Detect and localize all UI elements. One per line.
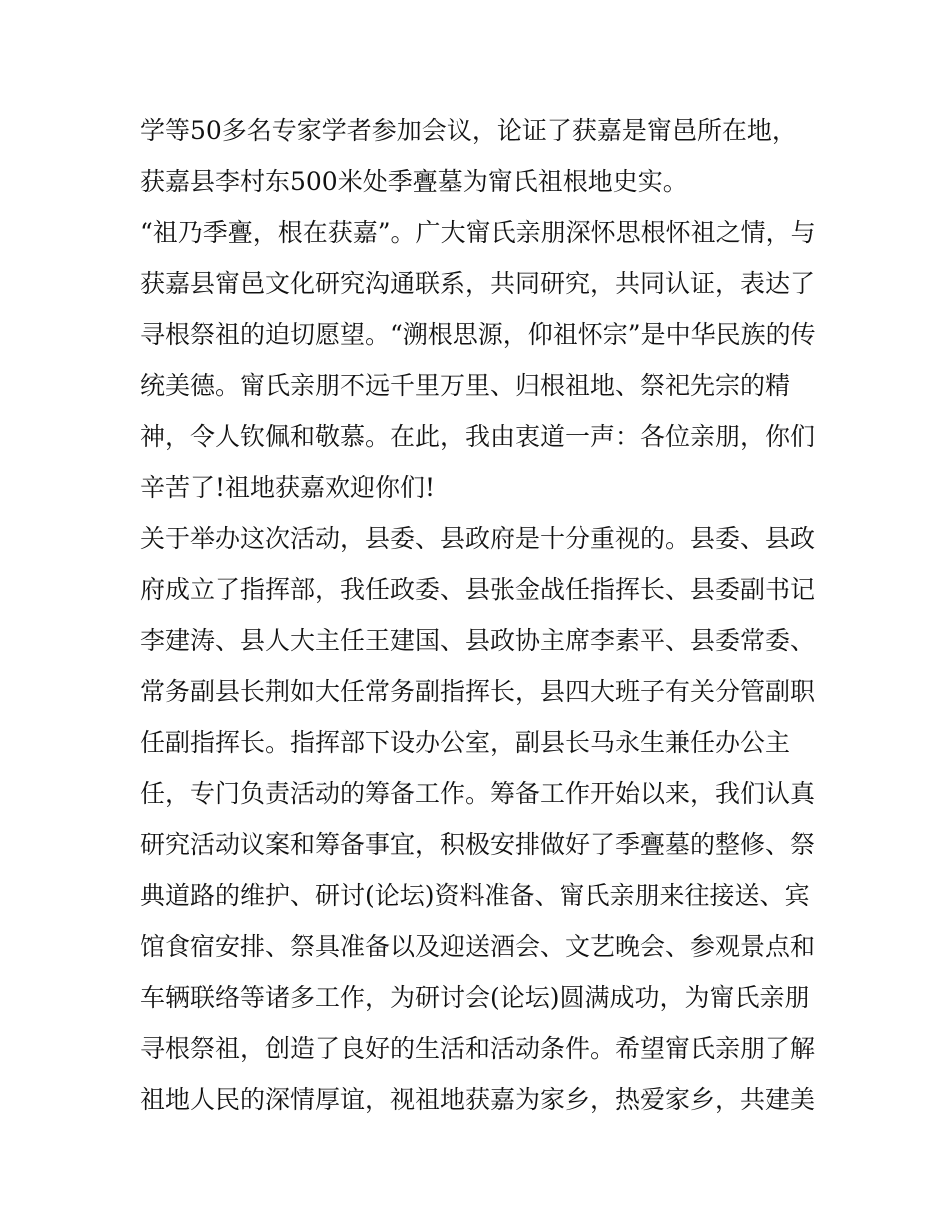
text-line: 任，专门负责活动的筹备工作。筹备工作开始以来，我们认真 xyxy=(140,779,816,808)
text-line: 获嘉县李村东500米处季亹墓为甯氏祖根地史实。 xyxy=(140,167,688,196)
text-line: 府成立了指挥部，我任政委、县张金战任指挥长、县委副书记 xyxy=(140,575,816,604)
text-line: “祖乃季亹，根在获嘉”。广大甯氏亲朋深怀思根怀祖之情，与 xyxy=(140,218,816,247)
text-line: 任副指挥长。指挥部下设办公室，副县长马永生兼任办公主 xyxy=(140,728,791,757)
text-line: 馆食宿安排、祭具准备以及迎送酒会、文艺晚会、参观景点和 xyxy=(140,932,816,961)
text-line: 关于举办这次活动，县委、县政府是十分重视的。县委、县政 xyxy=(140,524,816,553)
text-line: 常务副县长荆如大任常务副指挥长，县四大班子有关分管副职 xyxy=(140,677,816,706)
text-line: 寻根祭祖的迫切愿望。“溯根思源，仰祖怀宗”是中华民族的传 xyxy=(140,320,816,349)
text-line: 车辆联络等诸多工作，为研讨会(论坛)圆满成功，为甯氏亲朋 xyxy=(140,983,810,1012)
text-line: 典道路的维护、研讨(论坛)资料准备、甯氏亲朋来往接送、宾 xyxy=(140,881,810,910)
body-text xyxy=(140,105,820,1125)
text-line: 祖地人民的深情厚谊，视祖地获嘉为家乡，热爱家乡，共建美 xyxy=(140,1085,816,1114)
text-line: 辛苦了!祖地获嘉欢迎你们! xyxy=(140,473,436,502)
text-line: 获嘉县甯邑文化研究沟通联系，共同研究，共同认证，表达了 xyxy=(140,269,816,298)
text-line: 神，令人钦佩和敬慕。在此，我由衷道一声：各位亲朋，你们 xyxy=(140,422,816,451)
text-line: 寻根祭祖，创造了良好的生活和活动条件。希望甯氏亲朋了解 xyxy=(140,1034,816,1063)
text-line: 学等50多名专家学者参加会议，论证了获嘉是甯邑所在地， xyxy=(140,116,797,145)
text-line: 李建涛、县人大主任王建国、县政协主席李素平、县委常委、 xyxy=(140,626,816,655)
text-line: 研究活动议案和筹备事宜，积极安排做好了季亹墓的整修、祭 xyxy=(140,830,816,859)
text-line: 统美德。甯氏亲朋不远千里万里、归根祖地、祭祀先宗的精 xyxy=(140,371,791,400)
